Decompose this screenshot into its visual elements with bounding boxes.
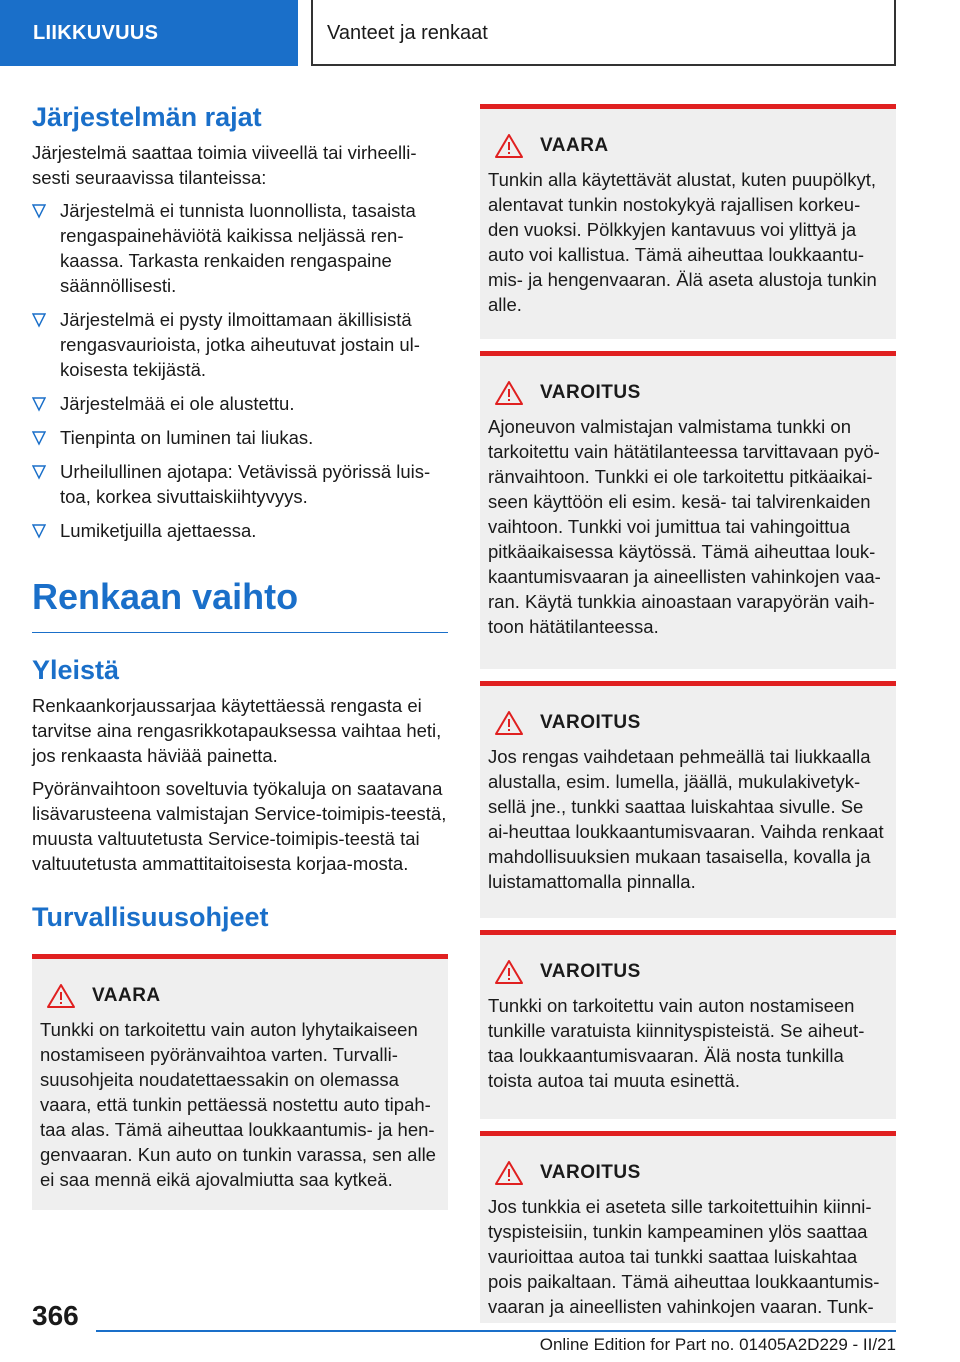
warning-box bbox=[480, 681, 896, 918]
warning-box bbox=[480, 930, 896, 1119]
left-column bbox=[32, 100, 448, 1210]
bullet-triangle-icon bbox=[32, 393, 46, 413]
warning-triangle-icon bbox=[46, 983, 76, 1009]
warning-title: VAROITUS bbox=[540, 382, 641, 403]
warning-text: Jos rengas vaihdetaan pehmeällä tai liukkaalla alustalla, esim. lumella, jäällä, mukulakivetyk-sellä jne., tunkki saattaa luiskahtaa sivulle. Se ai-heuttaa loukkaantumisvaaran. Vaihda renkaat mahdollisuuksien mukaan tasaisella, kovalla ja luistamattomalla pinnalla. bbox=[488, 746, 884, 892]
bullet-triangle-icon bbox=[32, 461, 46, 481]
limits-intro: Järjestelmä saattaa toimia viiveellä tai virheelli-sesti seuraavissa tilanteissa: bbox=[32, 142, 417, 188]
warning-text: Jos tunkkia ei aseteta sille tarkoitettuihin kiinni-tyspisteisiin, tunkin kampeaminen ylös saattaa vaurioittaa autoa tai tunkki saattaa luiskahtaa pois paikaltaan. Tämä aiheuttaa loukkaantumis-vaaran ja aineellisten vahinkojen vaaran. Tunk- bbox=[488, 1196, 880, 1317]
warning-triangle-icon bbox=[494, 1160, 524, 1186]
chapter-title: Vanteet ja renkaat bbox=[311, 0, 896, 66]
bullet-triangle-icon bbox=[32, 427, 46, 447]
warning-text: Tunkin alla käytettävät alustat, kuten puupölkyt, alentavat tunkin nostokykyä rajallisen korkeu-den vuoksi. Pölkkyjen kantavuus voi ylittyä ja auto voi kallistua. Tämä aiheuttaa loukkaantu-mis- ja hengenvaaran. Älä aseta alustoja tunkin alle. bbox=[488, 169, 877, 315]
bullet-triangle-icon bbox=[32, 309, 46, 329]
right-column bbox=[480, 104, 896, 1323]
limits-list bbox=[32, 198, 448, 543]
warning-triangle-icon bbox=[494, 133, 524, 159]
warning-title: VAROITUS bbox=[540, 712, 641, 733]
warning-text: Ajoneuvon valmistajan valmistama tunkki on tarkoitettu vain hätätilanteessa tarvittavaan pyö-ränvaihtoon. Tunkki ei ole tarkoitettu pitkäaikai-seen käyttöön eli esim. kesä- tai talvirenkaiden vaihtoon. Tunkki voi jumittua tai vahingoittua pitkäaikaisessa käytössä. Tämä aiheuttaa louk-kaantumisvaaran ja aineellisten vahinkojen vaa-ran. Käytä tunkkia ainoastaan varapyörän vaih-toon hätätilanteessa. bbox=[488, 416, 881, 637]
list-item: Järjestelmää ei ole alustettu. bbox=[32, 391, 448, 416]
general-paragraph: Renkaankorjaussarjaa käytettäessä rengasta ei tarvitse aina rengasrikkotapauksessa vaihtaa heti, jos renkaasta häviää painetta. bbox=[32, 695, 442, 766]
footer-divider bbox=[96, 1330, 896, 1332]
warning-triangle-icon bbox=[494, 380, 524, 406]
bullet-triangle-icon bbox=[32, 520, 46, 540]
warning-text: Tunkki on tarkoitettu vain auton nostamiseen tunkille varatuista kiinnityspisteistä. Se aiheut-taa loukkaantumisvaaran. Älä nosta tunkilla toista autoa tai muuta esinettä. bbox=[488, 995, 865, 1091]
warning-title: VAARA bbox=[92, 985, 161, 1006]
warning-triangle-icon bbox=[494, 959, 524, 985]
general-paragraph: Pyöränvaihtoon soveltuvia työkaluja on saatavana lisävarusteena valmistajan Service-toimipis-teestä, muusta valtuutetusta Service-toimipis-teestä tai valtuutetusta ammattitaitoisesta korjaa-mosta. bbox=[32, 778, 447, 874]
warning-triangle-icon bbox=[494, 710, 524, 736]
section-tab: LIIKKUVUUS bbox=[0, 0, 298, 66]
limits-heading: Järjestelmän rajat bbox=[32, 102, 262, 132]
warning-title: VAARA bbox=[540, 135, 609, 156]
list-item: Järjestelmä ei tunnista luonnollista, tasaista rengaspainehäviötä kaikissa neljässä ren-kaassa. Tarkasta renkaiden rengaspaine säännöllisesti. bbox=[32, 198, 448, 298]
page-header bbox=[0, 0, 960, 66]
warning-text: Tunkki on tarkoitettu vain auton lyhytaikaiseen nostamiseen pyöränvaihtoa varten. Turvalli-suusohjeita noudatettaessakin on olemassa vaara, että tunkin pettäessä nostettu auto tipah-taa alas. Tämä aiheuttaa loukkaantumis- ja hen-genvaaran. Kun auto on tunkin varassa, sen alle ei saa mennä eikä ajovalmiutta saa kytkeä. bbox=[40, 1019, 436, 1190]
warning-title: VAROITUS bbox=[540, 961, 641, 982]
section-heading: Renkaan vaihto bbox=[32, 574, 448, 633]
warning-box bbox=[32, 954, 448, 1210]
warning-title: VAROITUS bbox=[540, 1162, 641, 1183]
general-heading: Yleistä bbox=[32, 655, 120, 685]
list-item: Järjestelmä ei pysty ilmoittamaan äkillisistä rengasvaurioista, jotka aiheutuvat jostain ul-koisesta tekijästä. bbox=[32, 307, 448, 382]
warning-box bbox=[480, 351, 896, 669]
warning-box bbox=[480, 1131, 896, 1323]
warning-box bbox=[480, 104, 896, 339]
edition-text: Online Edition for Part no. 01405A2D229 - II/21 bbox=[539, 1335, 896, 1354]
list-item: Tienpinta on luminen tai liukas. bbox=[32, 425, 448, 450]
list-item: Lumiketjuilla ajettaessa. bbox=[32, 518, 448, 543]
list-item: Urheilullinen ajotapa: Vetävissä pyörissä luis-toa, korkea sivuttaiskiihtyvyys. bbox=[32, 459, 448, 509]
bullet-triangle-icon bbox=[32, 200, 46, 220]
safety-heading: Turvallisuusohjeet bbox=[32, 902, 269, 932]
page-number: 366 bbox=[32, 1300, 79, 1331]
